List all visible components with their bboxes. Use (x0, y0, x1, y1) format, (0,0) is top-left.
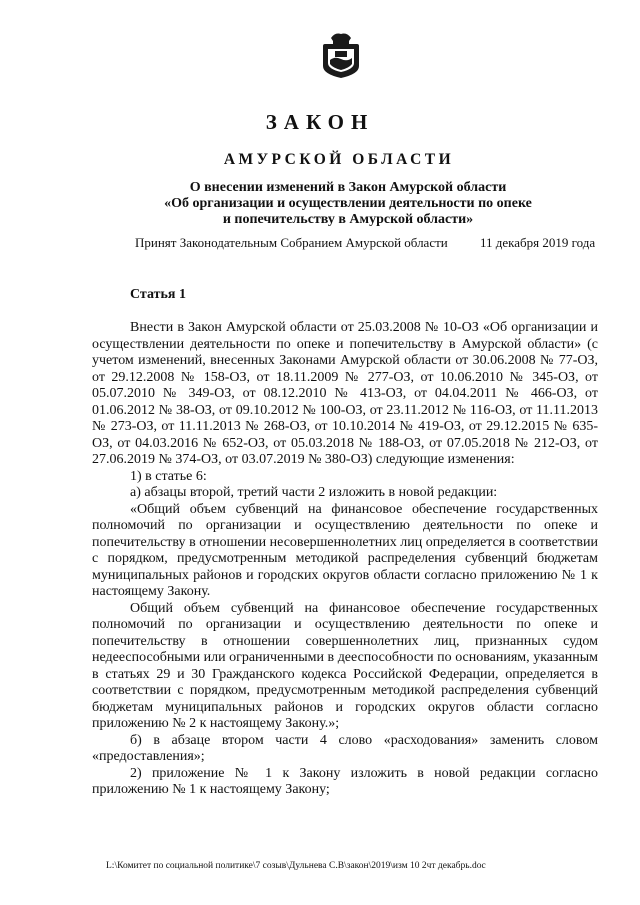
adopted-by: Принят Законодательным Собранием Амурской области (135, 235, 448, 250)
paragraph: Общий объем субвенций на финансовое обеспечение государственных полномочий по организации и осуществлению деятельности по опеке и попечительству в отношении совершеннолетних лиц, признанных судом недееспособными или ограниченными в дееспособности по основаниям, указанным в статьях 29 и 30 Гражданского кодекса Российской Федерации, определяется в соответствии с порядком, предусмотренным методикой распределения субвенций бюджетам муниципальных районов и городских округов области согласно приложению № 2 к настоящему Закону.»; (92, 600, 598, 731)
paragraph: «Общий объем субвенций на финансовое обеспечение государственных полномочий по организации и осуществлению деятельности по опеке и попечительству в отношении несовершеннолетних лиц определяется в соответствии с порядком, предусмотренным методикой распределения субвенций бюджетам муниципальных районов и городских округов области согласно приложению № 1 к настоящему Закону. (92, 501, 598, 599)
article-body (92, 320, 598, 799)
subject-line: О внесении изменений в Закон Амурской области (189, 180, 507, 195)
adopted-date: 11 декабря 2019 года (480, 235, 596, 250)
document-subject (0, 180, 640, 228)
paragraph: 2) приложение № 1 к Закону изложить в новой редакции согласно приложению № 1 к настоящему Закону; (92, 765, 598, 797)
paragraph: 1) в статье 6: (130, 468, 207, 484)
paragraph: а) абзацы второй, третий части 2 изложить в новой редакции: (130, 485, 498, 500)
document-region: АМУРСКОЙ ОБЛАСТИ (223, 151, 455, 168)
document-title: ЗАКОН (265, 110, 375, 134)
file-path-footer: L:\Комитет по социальной политике\7 созыв\Дульнева С.В\закон\2019\изм 10 2чт декабрь.doc (106, 861, 486, 871)
article-heading: Статья 1 (130, 287, 186, 302)
paragraph: Внести в Закон Амурской области от 25.03.2008 № 10-ОЗ «Об организации и осуществлении деятельности по опеке и попечительству в Амурской области» (с учетом изменений, внесенных Законами Амурской области от 30.06.2008 № 77-ОЗ, от 29.12.2008 № 158-ОЗ, от 18.11.2009 № 277-ОЗ, от 10.06.2010 № 345-ОЗ, от 05.07.2010 № 349-ОЗ, от 08.12.2010 № 413-ОЗ, от 04.04.2011 № 466-ОЗ, от 01.06.2012 № 38-ОЗ, от 09.10.2012 № 100-ОЗ, от 23.11.2012 № 116-ОЗ, от 11.11.2013 № 273-ОЗ, от 11.11.2013 № 268-ОЗ, от 10.10.2014 № 419-ОЗ, от 29.12.2015 № 635-ОЗ, от 04.03.2016 № 652-ОЗ, от 05.03.2018 № 188-ОЗ, от 07.05.2018 № 212-ОЗ, от 27.06.2019 № 374-ОЗ, от 03.07.2019 № 380-ОЗ) следующие изменения: (92, 320, 598, 467)
coat-of-arms-icon (319, 30, 363, 80)
paragraph: б) в абзаце втором части 4 слово «расходования» заменить словом «предоставления»; (92, 732, 598, 764)
subject-line: «Об организации и осуществлении деятельности по опеке (164, 196, 532, 211)
subject-line: и попечительству в Амурской области» (222, 212, 474, 227)
